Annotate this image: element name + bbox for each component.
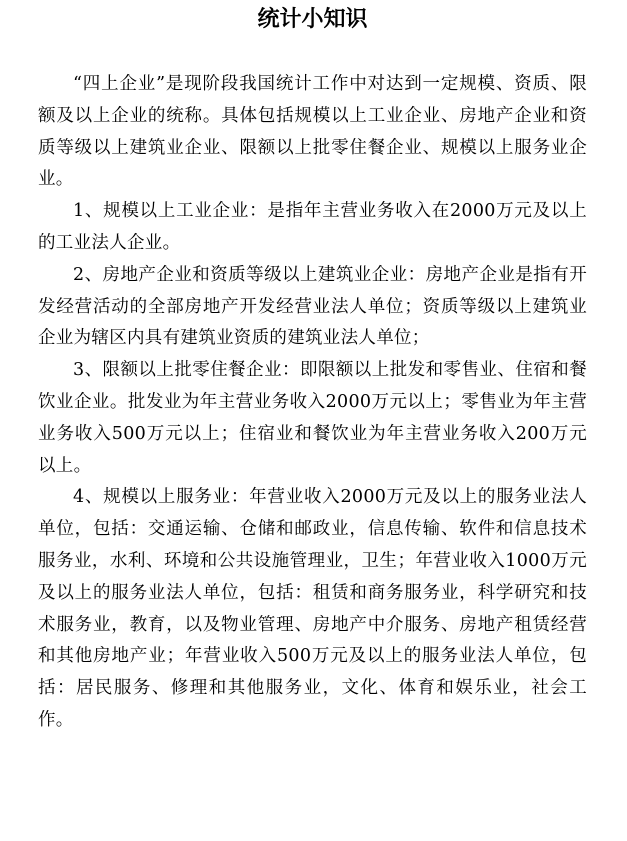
paragraph-wholesale-retail-catering: 3、限额以上批零住餐企业：即限额以上批发和零售业、住宿和餐饮业企业。批发业为年主营业务收入2000万元以上；零售业为年主营业务收入500万元以上；住宿业和餐饮业为年主营业务收入200万元以上。: [38, 360, 587, 476]
paragraph-intro: “四上企业”是现阶段我国统计工作中对达到一定规模、资质、限额及以上企业的统称。具体包括规模以上工业企业、房地产企业和资质等级以上建筑业企业、限额以上批零住餐企业、规模以上服务业企业。: [38, 74, 587, 190]
paragraph-service-industry: 4、规模以上服务业：年营业收入2000万元及以上的服务业法人单位，包括：交通运输、仓储和邮政业，信息传输、软件和信息技术服务业，水利、环境和公共设施管理业，卫生；年营业收入1000万元及以上的服务业法人单位，包括：租赁和商务服务业，科学研究和技术服务业，教育，以及物业管理、房地产中介服务、房地产租赁经营和其他房地产业；年营业收入500万元及以上的服务业法人单位，包括：居民服务、修理和其他服务业，文化、体育和娱乐业，社会工作。: [38, 487, 587, 730]
document-body: [38, 69, 587, 737]
page-title: 统计小知识: [257, 7, 368, 32]
paragraph-industrial-enterprises: 1、规模以上工业企业：是指年主营业务收入在2000万元及以上的工业法人企业。: [38, 201, 587, 253]
paragraph-real-estate-construction: 2、房地产企业和资质等级以上建筑业企业：房地产企业是指有开发经营活动的全部房地产开发经营业法人单位；资质等级以上建筑业企业为辖区内具有建筑业资质的建筑业法人单位；: [38, 264, 587, 349]
